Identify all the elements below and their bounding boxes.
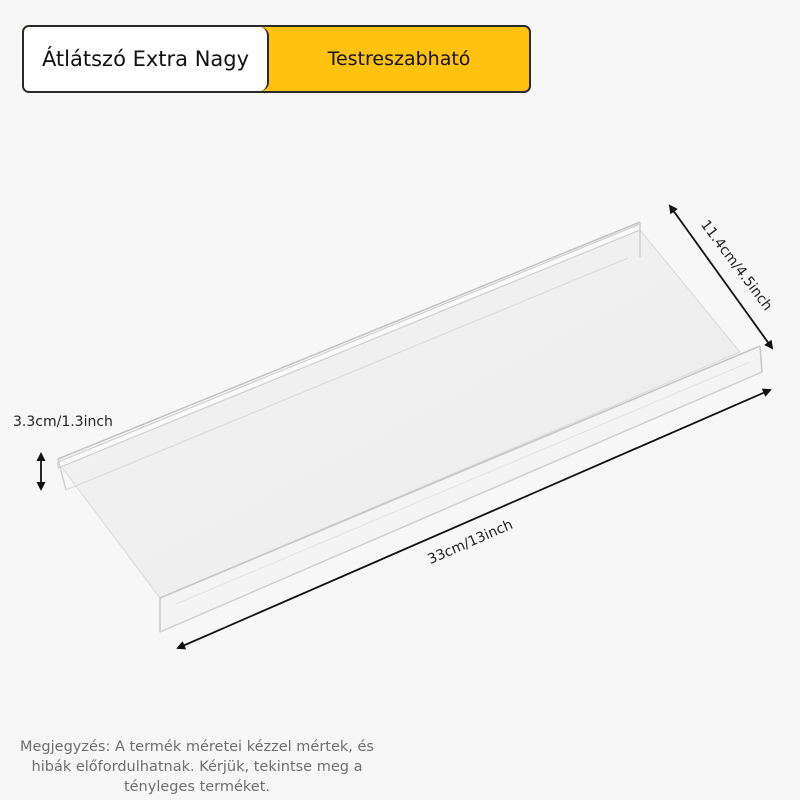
height-dimension-label: 3.3cm/1.3inch: [13, 414, 113, 430]
length-dimension-label: 33cm/13inch: [425, 516, 516, 568]
width-dimension-label: 11.4cm/4.5inch: [697, 217, 776, 314]
measurement-disclaimer: Megjegyzés: A termék méretei kézzel mértek, és hibák előfordulhatnak. Kérjük, tekintse meg a tényleges terméket.: [20, 739, 374, 795]
variant-option-label: Átlátszó Extra Nagy: [41, 46, 250, 71]
variant-option-label: Testreszabható: [327, 48, 471, 70]
acrylic-tray: [58, 222, 762, 632]
